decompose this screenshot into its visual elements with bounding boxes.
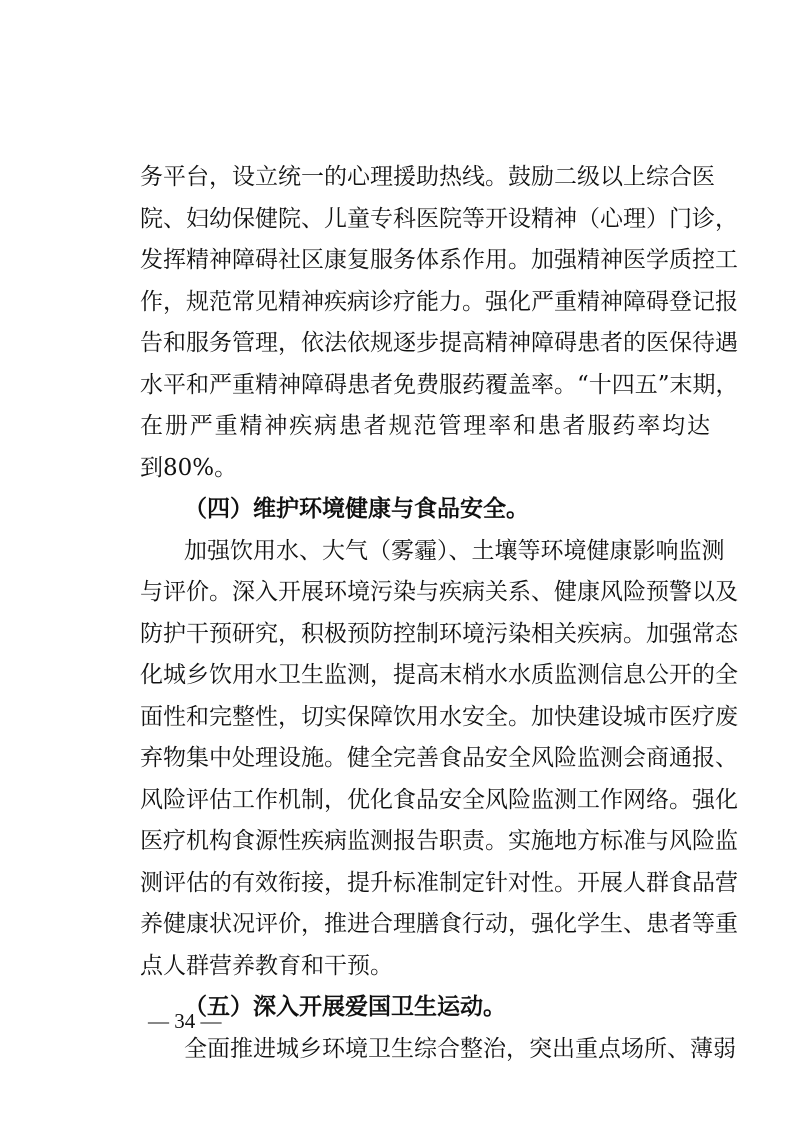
paragraph-line: 化城乡饮用水卫生监测，提高末梢水水质监测信息公开的全: [140, 662, 738, 688]
page-number: — 34 —: [148, 1009, 222, 1033]
paragraph-line: 作，规范常见精神疾病诊疗能力。强化严重精神障碍登记报: [140, 288, 738, 315]
paragraph-line: 发挥精神障碍社区康复服务体系作用。加强精神医学质控工: [140, 247, 738, 273]
paragraph-line: 院、妇幼保健院、儿童专科医院等开设精神（心理）门诊，: [140, 205, 738, 232]
paragraph-line: 点人群营养教育和干预。: [140, 952, 393, 979]
paragraph-line: 加强饮用水、大气（雾霾）、土壤等环境健康影响监测: [184, 537, 725, 564]
paragraph-line: 水平和严重精神障碍患者免费服药覆盖率。“十四五”末期，: [140, 371, 739, 398]
paragraph-line: 防护干预研究，积极预防控制环境污染相关疾病。加强常态: [140, 620, 738, 647]
paragraph-line: 到80%。: [140, 454, 238, 481]
paragraph-line: 与评价。深入开展环境污染与疾病关系、健康风险预警以及: [140, 579, 738, 605]
section-heading-5: （五）深入开展爱国卫生运动。: [184, 994, 506, 1020]
section-heading-4: （四）维护环境健康与食品安全。: [184, 496, 529, 522]
paragraph-line: 风险评估工作机制，优化食品安全风险监测工作网络。强化: [140, 786, 738, 813]
paragraph-line: 弃物集中处理设施。健全完善食品安全风险监测会商通报、: [140, 745, 738, 771]
paragraph-line: 务平台，设立统一的心理援助热线。鼓励二级以上综合医: [140, 164, 715, 190]
paragraph-line: 面性和完整性，切实保障饮用水安全。加快建设城市医疗废: [140, 703, 738, 730]
paragraph-line: 在册严重精神疾病患者规范管理率和患者服药率均达: [140, 413, 710, 439]
paragraph-line: 告和服务管理，依法依规逐步提高精神障碍患者的医保待遇: [140, 330, 738, 356]
paragraph-line: 医疗机构食源性疾病监测报告职责。实施地方标准与风险监: [140, 828, 738, 854]
paragraph-line: 养健康状况评价，推进合理膳食行动，强化学生、患者等重: [140, 911, 738, 937]
paragraph-line: 全面推进城乡环境卫生综合整治，突出重点场所、薄弱: [184, 1035, 736, 1062]
paragraph-line: 测评估的有效衔接，提升标准制定针对性。开展人群食品营: [140, 869, 738, 896]
